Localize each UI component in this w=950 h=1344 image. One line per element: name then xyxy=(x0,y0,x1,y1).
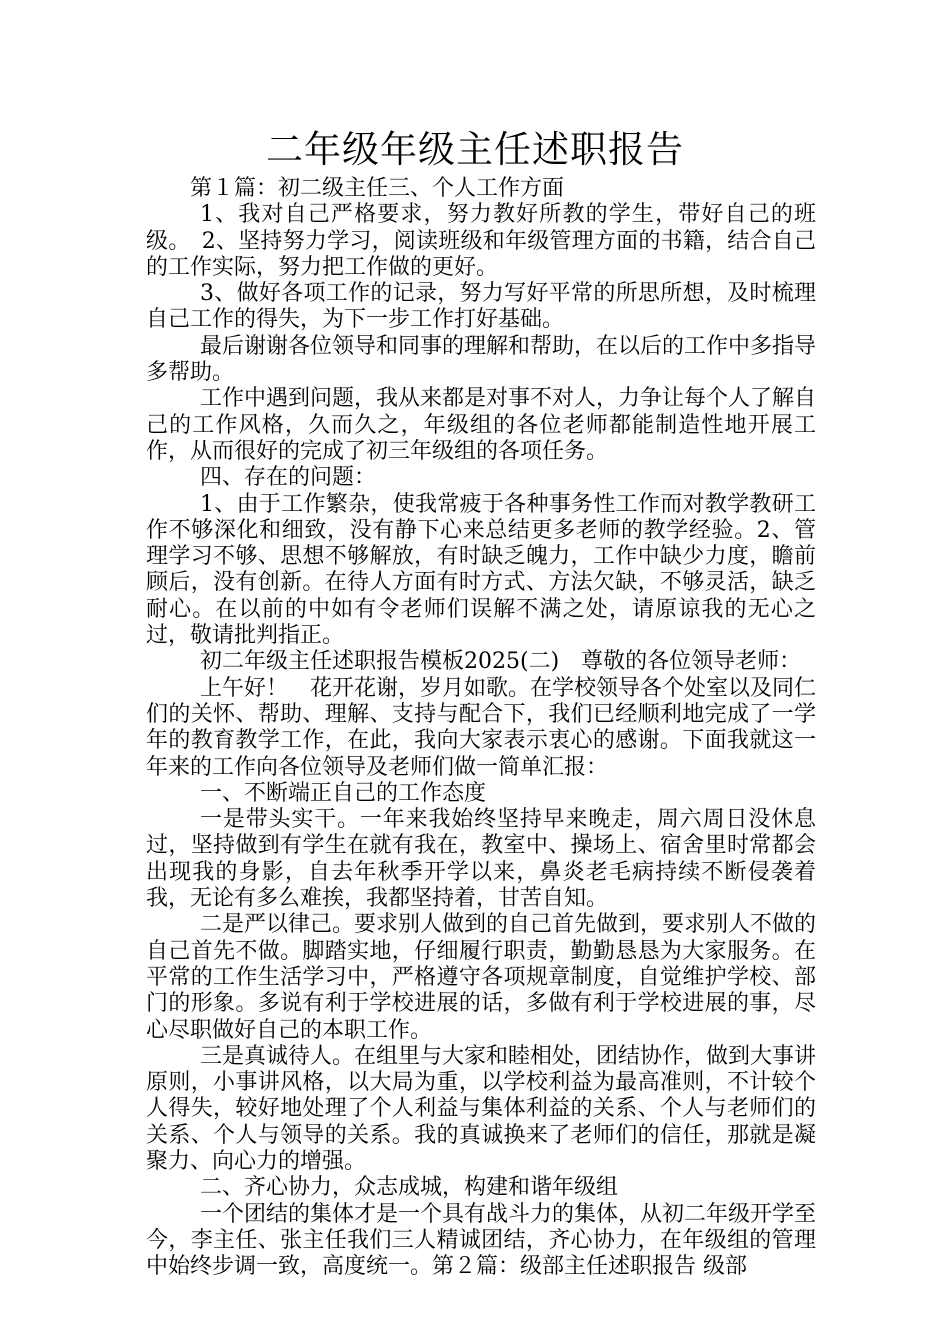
page-title: 二年级年级主任述职报告 xyxy=(266,128,684,171)
section-heading-attitude: 一、不断端正自己的工作态度 xyxy=(200,780,487,806)
section-heading-part-1: 第１篇：初二级主任三、个人工作方面 xyxy=(190,176,565,201)
paragraph: 一是带头实干。一年来我始终坚持早来晚走，周六周日没休息过，坚持做到有学生在就有我在，教室中、操场上、宿舍里时常都会出现我的身影，自去年秋季开学以来，鼻炎老毛病持续不断侵袭着我，无论有多么难挨，我都坚持着，甘苦自知。 xyxy=(146,807,816,912)
section-heading-template: 初二年级主任述职报告模板2025(二) 尊敬的各位领导老师： xyxy=(200,649,802,675)
paragraph: 一个团结的集体才是一个具有战斗力的集体，从初二年级开学至今，李主任、张主任我们三人精诚团结，齐心协力，在年级组的管理中始终步调一致，高度统一。第２篇：级部主任述职报告 级部 xyxy=(146,1201,817,1280)
section-heading-issues: 四、存在的问题： xyxy=(200,465,377,491)
paragraph: 三是真诚待人。在组里与大家和睦相处，团结协作，做到大事讲原则，小事讲风格，以大局为重，以学校利益为最高准则，不计较个人得失，较好地处理了个人利益与集体利益的关系、个人与老师们的关系、个人与领导的关系。我的真诚换来了老师们的信任，那就是凝聚力、向心力的增强。 xyxy=(146,1043,817,1174)
document-body xyxy=(146,176,816,1280)
paragraph: 最后谢谢各位领导和同事的理解和帮助，在以后的工作中多指导多帮助。 xyxy=(146,333,817,386)
paragraph: 工作中遇到问题，我从来都是对事不对人，力争让每个人了解自己的工作风格，久而久之，年级组的各位老师都能制造性地开展工作，从而很好的完成了初三年级组的各项任务。 xyxy=(146,386,817,464)
paragraph: 上午好！ 花开花谢，岁月如歌。在学校领导各个处室以及同仁们的关怀、帮助、理解、支持与配合下，我们已经顺利地完成了一学年的教育教学工作，在此，我向大家表示衷心的感谢。下面我就这一年来的工作向各位领导及老师们做一简单汇报： xyxy=(146,675,817,780)
paragraph: 3、做好各项工作的记录，努力写好平常的所思所想，及时梳理自己工作的得失，为下一步工作打好基础。 xyxy=(146,281,816,333)
section-heading-teamwork: 二、齐心协力，众志成城，构建和谐年级组 xyxy=(200,1175,619,1201)
paragraph: 二是严以律己。要求别人做到的自己首先做到，要求别人不做的自己首先不做。脚踏实地，仔细履行职责，勤勤恳恳为大家服务。在平常的工作生活学习中，严格遵守各项规章制度，自觉维护学校、部门的形象。多说有利于学校进展的话，多做有利于学校进展的事，尽心尽职做好自己的本职工作。 xyxy=(146,912,817,1043)
paragraph: 1、我对自己严格要求，努力教好所教的学生，带好自己的班级。 2、坚持努力学习，阅读班级和年级管理方面的书籍，结合自己的工作实际，努力把工作做的更好。 xyxy=(146,202,816,280)
paragraph: 1、由于工作繁杂，使我常疲于各种事务性工作而对教学教研工作不够深化和细致，没有静下心来总结更多老师的教学经验。2、管理学习不够、思想不够解放，有时缺乏魄力，工作中缺少力度，瞻前顾后，没有创新。在待人方面有时方式、方法欠缺，不够灵活，缺乏耐心。在以前的中如有令老师们误解不满之处，请原谅我的无心之过，敬请批判指正。 xyxy=(146,491,816,649)
